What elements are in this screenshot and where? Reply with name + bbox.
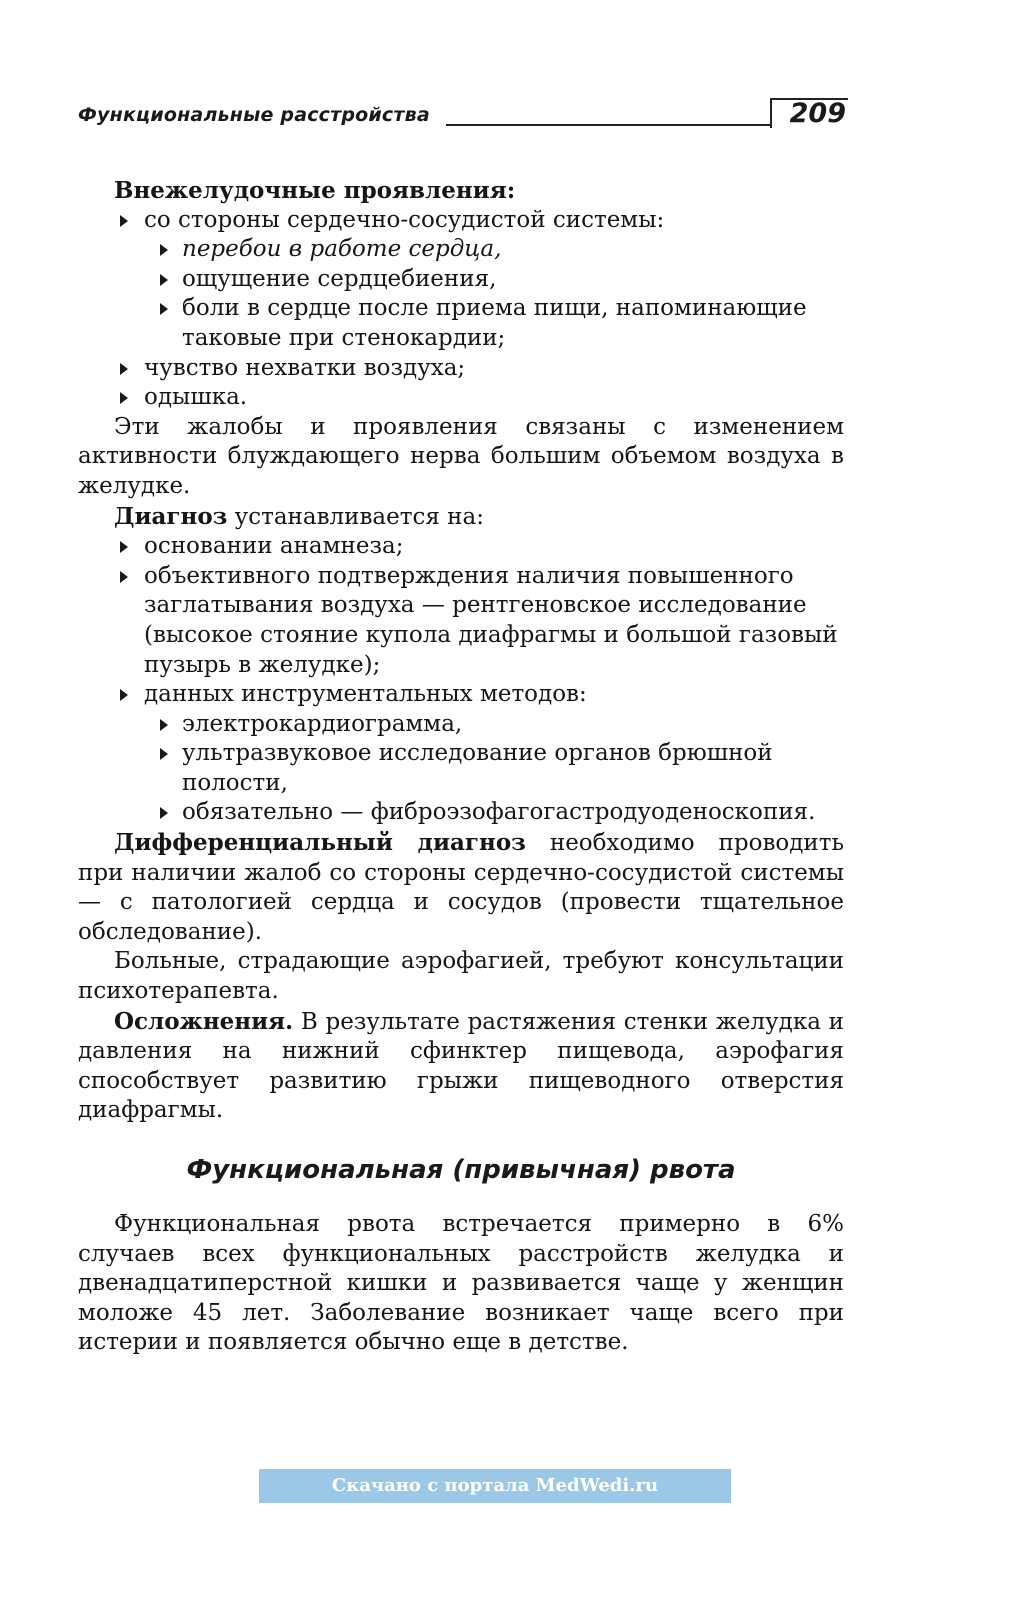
list-item-text: электрокардиограмма, — [182, 710, 463, 737]
instrumental-sublist — [144, 710, 844, 828]
complications-text: В результате растяжения стенки желудка и давления на нижний сфинктер пищевода, аэрофагия способствует развитию грыжи пищеводного отверстия диафрагмы. — [78, 1008, 844, 1124]
diagnosis-intro-text: устанавливается на: — [227, 503, 484, 530]
term-diagnosis: Диагноз — [114, 502, 228, 530]
term-complications: Осложнения. — [114, 1007, 294, 1035]
bullet-icon — [160, 807, 168, 819]
bullet-icon — [120, 571, 128, 583]
bullet-icon — [120, 689, 128, 701]
list-item-text: чувство нехватки воздуха; — [144, 354, 466, 381]
bullet-icon — [120, 541, 128, 553]
list-item-text: боли в сердце после приема пищи, напоминающие таковые при стенокардии; — [182, 295, 807, 351]
list-item-text: перебои в работе сердца, — [182, 236, 502, 263]
list-item-text: обязательно — фиброэзофагогастродуоденоскопия. — [182, 799, 816, 826]
list-item-text: со стороны сердечно-сосудистой системы: — [144, 206, 665, 233]
paragraph-complications — [78, 1007, 844, 1126]
list-item — [78, 710, 844, 740]
list-item-text: основании анамнеза; — [144, 533, 404, 560]
paragraph-vomiting: Функциональная рвота встречается примерно в 6% случаев всех функциональных расстройств желудка и двенадцатиперстной кишки и развивается чаще у женщин моложе 45 лет. Заболевание возникает чаще всего при истерии и появляется обычно еще в детстве. — [78, 1211, 844, 1356]
bullet-icon — [160, 274, 168, 286]
body-text — [78, 176, 844, 1358]
diagnosis-intro — [78, 502, 844, 533]
bullet-icon — [120, 363, 128, 375]
bullet-icon — [160, 748, 168, 760]
bullet-icon — [160, 244, 168, 256]
paragraph-consult: Больные, страдающие аэрофагией, требуют консультации психотерапевта. — [78, 948, 844, 1005]
list-item — [78, 265, 844, 295]
term-differential: Дифференциальный диагноз — [114, 829, 526, 857]
cardio-sublist — [144, 235, 844, 353]
running-title: Функциональные расстройства — [78, 104, 430, 126]
list-item-text: ощущение сердцебиения, — [182, 265, 497, 292]
page-number: 209 — [789, 98, 846, 129]
extragastric-heading: Внежелудочные проявления: — [114, 177, 516, 204]
list-item — [78, 235, 844, 265]
running-header — [78, 98, 848, 138]
paragraph-vagus: Эти жалобы и проявления связаны с изменением активности блуждающего нерва большим объемом воздуха в желудке. — [78, 413, 844, 499]
list-item — [78, 294, 844, 353]
list-item — [78, 739, 844, 798]
bullet-icon — [120, 392, 128, 404]
diagnosis-list — [78, 532, 844, 828]
bullet-icon — [160, 719, 168, 731]
list-item — [78, 562, 844, 680]
list-item — [78, 206, 844, 354]
list-item — [78, 680, 844, 828]
list-item — [78, 532, 844, 562]
list-item-text: ультразвуковое исследование органов брюшной полости, — [182, 740, 773, 796]
list-item — [78, 383, 844, 413]
extragastric-list — [78, 206, 844, 413]
paragraph-differential — [78, 828, 844, 947]
list-item-text: данных инструментальных методов: — [144, 681, 587, 708]
section-title: Функциональная (привычная) рвота — [186, 1155, 736, 1185]
list-item — [78, 798, 844, 828]
watermark-banner: Скачано с портала MedWedi.ru — [259, 1469, 731, 1503]
header-rule — [446, 124, 770, 126]
differential-text: необходимо проводить при наличии жалоб со стороны сердечно-сосудистой системы — с патологией сердца и сосудов (провести тщательное обследование). — [78, 830, 844, 945]
bullet-icon — [120, 215, 128, 227]
list-item-text: объективного подтверждения наличия повышенного заглатывания воздуха — рентгеновское исследование (высокое стояние купола диафрагмы и большой газовый пузырь в желудке); — [144, 562, 838, 678]
bullet-icon — [160, 303, 168, 315]
list-item-text: одышка. — [144, 384, 248, 411]
list-item — [78, 354, 844, 384]
